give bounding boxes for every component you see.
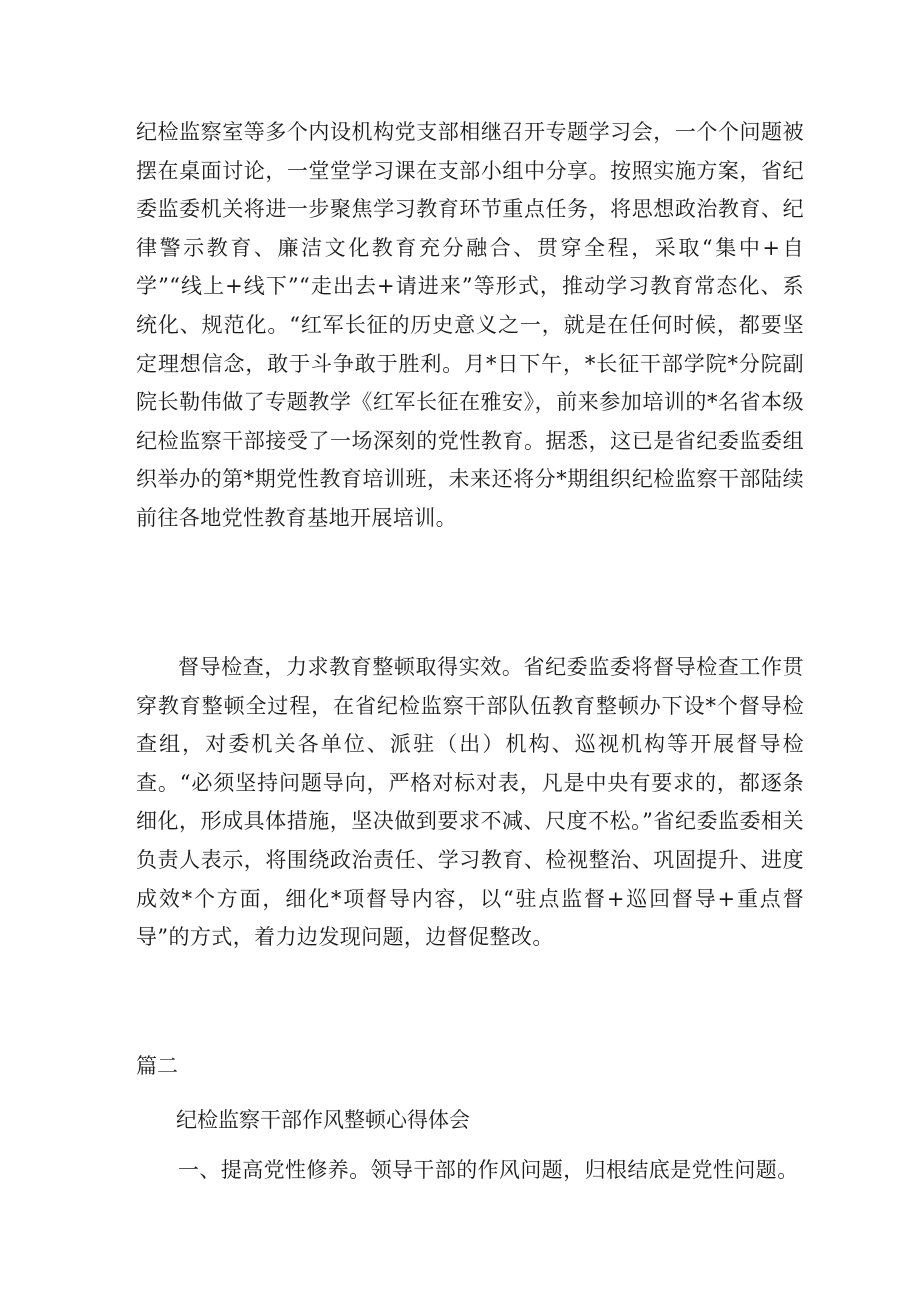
section-title: 纪检监察干部作风整顿心得体会 bbox=[176, 1108, 470, 1132]
body-paragraph: 督导检查，力求教育整顿取得实效。省纪委监委将督导检查工作贯穿教育整顿全过程，在省纪检监察干部队伍教育整顿办下设*个督导检查组，对委机关各单位、派驻（出）机构、巡视机构等开展督导检查。“必须坚持问题导向，严格对标对表，凡是中央有要求的，都逐条细化，形成具体措施，坚决做到要求不减、尺度不松。”省纪委监委相关负责人表示，将围绕政治责任、学习教育、检视整治、巩固提升、进度成效*个方面，细化*项督导内容，以“驻点监督+巡回督导+重点督导”的方式，着力边发现问题，边督促整改。 bbox=[136, 655, 804, 950]
body-paragraph: 一、提高党性修养。领导干部的作风问题，归根结底是党性问题。 bbox=[178, 1158, 799, 1182]
section-label: 篇二 bbox=[136, 1054, 178, 1078]
body-paragraph: 纪检监察室等多个内设机构党支部相继召开专题学习会，一个个问题被摆在桌面讨论，一堂堂学习课在支部小组中分享。按照实施方案，省纪委监委机关将进一步聚焦学习教育环节重点任务，将思想政治教育、纪律警示教育、廉洁文化教育充分融合、贯穿全程，采取“集中+自学”“线上+线下”“走出去+请进来”等形式，推动学习教育常态化、系统化、规范化。“红军长征的历史意义之一，就是在任何时候，都要坚定理想信念，敢于斗争敢于胜利。月*日下午，*长征干部学院*分院副院长勒伟做了专题教学《红军长征在雅安》，前来参加培训的*名省本级纪检监察干部接受了一场深刻的党性教育。据悉，这已是省纪委监委组织举办的第*期党性教育培训班，未来还将分*期组织纪检监察干部陆续前往各地党性教育基地开展培训。 bbox=[136, 120, 804, 530]
